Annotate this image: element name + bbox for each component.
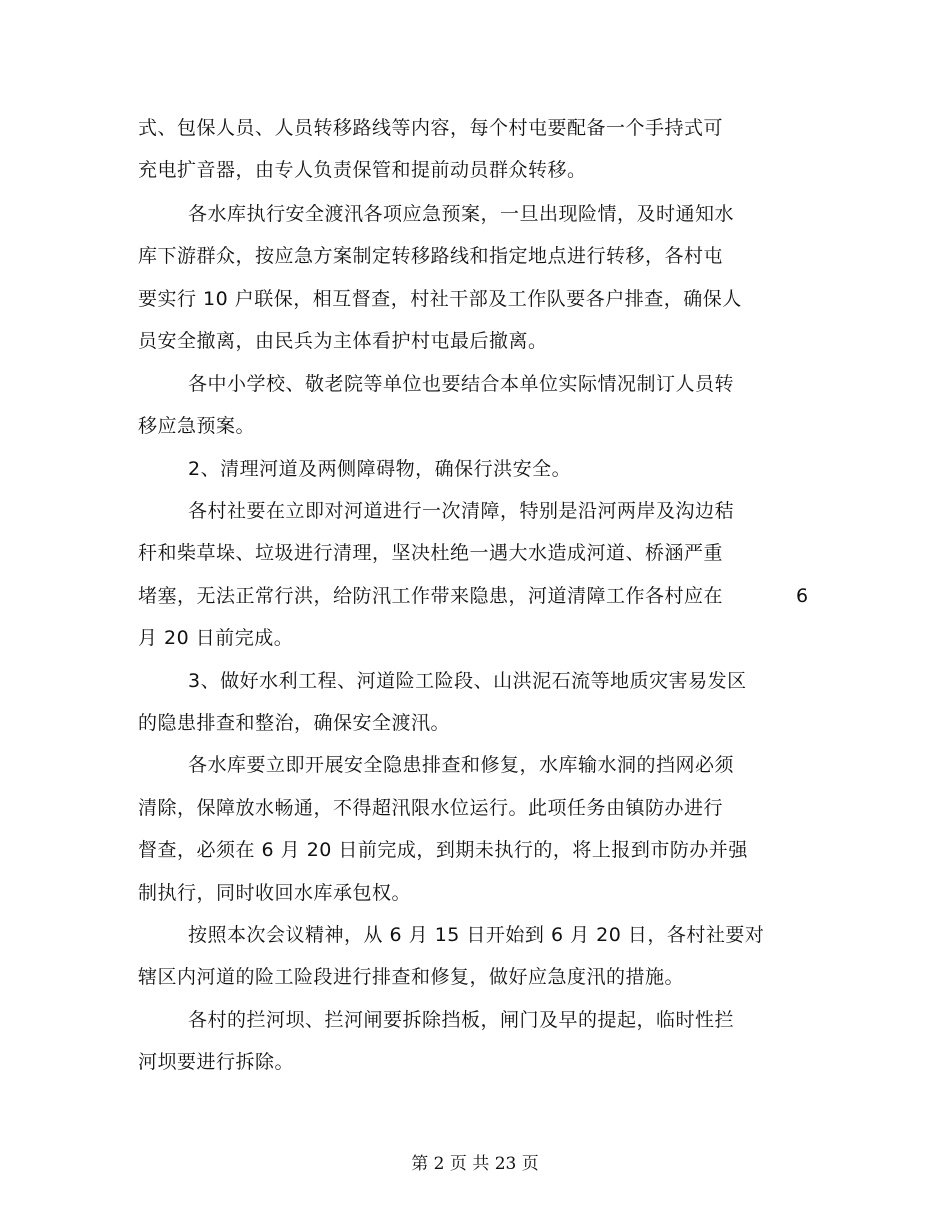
text-line: 堵塞，无法正常行洪，给防汛工作带来隐患，河道清障工作各村应在 [138,585,724,607]
text-line: 辖区内河道的险工险段进行排查和修复，做好应急度汛的措施。 [138,966,685,988]
text-line: 式、包保人员、人员转移路线等内容，每个村屯要配备一个手持式可 [138,117,724,139]
text-line: 充电扩音器，由专人负责保管和提前动员群众转移。 [138,159,587,181]
paragraph-start-line: 各水库要立即开展安全隐患排查和修复，水库输水洞的挡网必须 [188,754,735,776]
text-line: 河坝要进行拆除。 [138,1051,295,1073]
paragraph-start-line: 各村的拦河坝、拦河闸要拆除挡板，闸门及早的提起，临时性拦 [188,1009,735,1031]
wrapped-number: 6 [796,585,809,607]
text-line: 库下游群众，按应急方案制定转移路线和指定地点进行转移，各村屯 [138,245,724,267]
text-line: 员安全撤离，由民兵为主体看护村屯最后撤离。 [138,330,548,352]
paragraph-start-line: 各水库执行安全渡汛各项应急预案，一旦出现险情，及时通知水 [188,203,735,225]
text-line: 的隐患排查和整治，确保安全渡汛。 [138,712,451,734]
text-line: 清除，保障放水畅通，不得超汛限水位运行。此项任务由镇防办进行 [138,797,724,819]
paragraph-start-line: 各村社要在立即对河道进行一次清障，特别是沿河两岸及沟边秸 [188,500,735,522]
page-number-footer: 第 2 页 共 23 页 [411,1154,539,1174]
paragraph-start-line: 按照本次会议精神，从 6 月 15 日开始到 6 月 20 日，各村社要对 [188,924,765,946]
section-heading-3: 3、做好水利工程、河道险工险段、山洪泥石流等地质灾害易发区 [188,670,747,692]
text-line: 督查，必须在 6 月 20 日前完成，到期未执行的，将上报到市防办并强 [138,839,748,861]
text-line: 月 20 日前完成。 [138,627,294,649]
paragraph-start-line: 各中小学校、敬老院等单位也要结合本单位实际情况制订人员转 [188,373,735,395]
section-heading-2: 2、清理河道及两侧障碍物，确保行洪安全。 [188,458,572,480]
text-line: 秆和柴草垛、垃圾进行清理，坚决杜绝一遇大水造成河道、桥涵严重 [138,542,724,564]
text-line: 制执行，同时收回水库承包权。 [138,882,412,904]
text-line: 移应急预案。 [138,415,256,437]
text-line: 要实行 10 户联保，相互督查，村社干部及工作队要各户排查，确保人 [138,288,742,310]
